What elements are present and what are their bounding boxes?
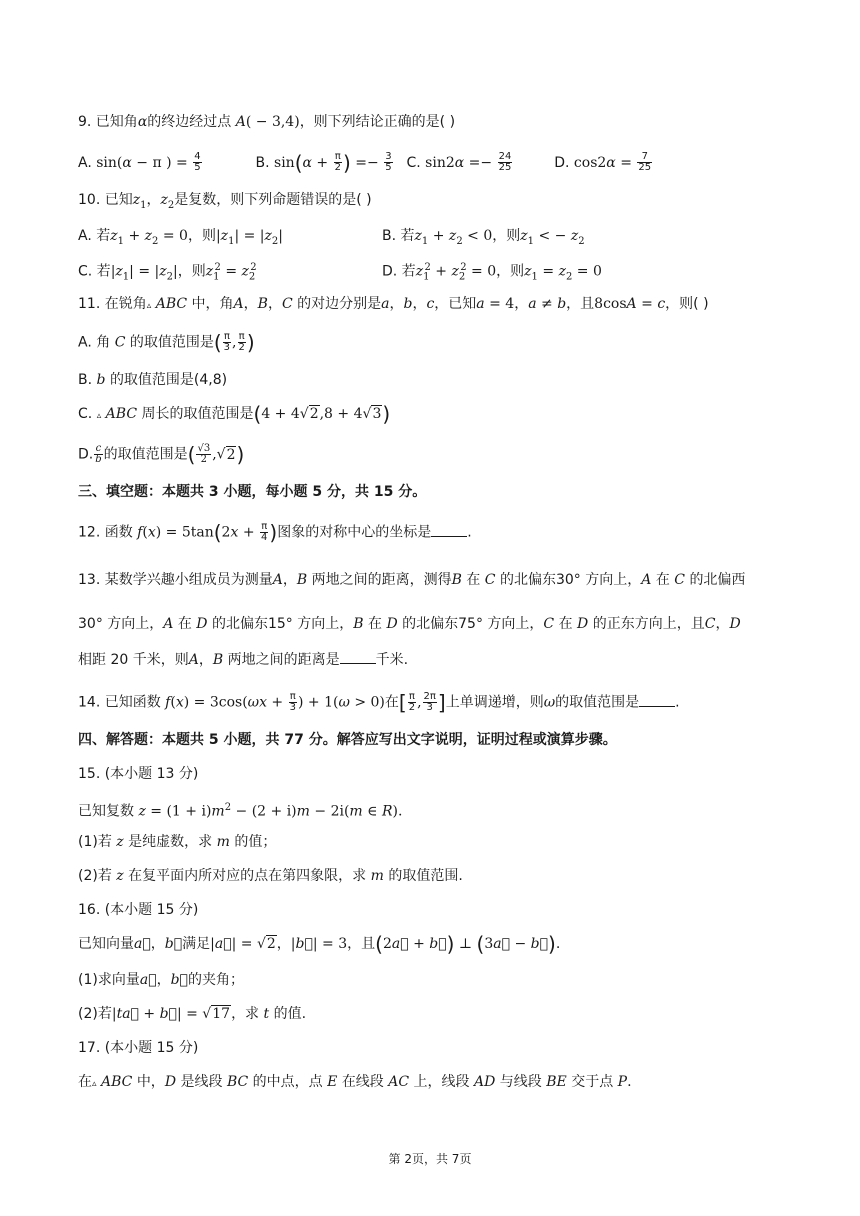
q9-option-b: B. sin(α + $\frac{\pi}{2}$ ) =− $\frac{3}{5}$ [255, 150, 392, 175]
section-4-heading: 四、解答题：本题共 5 小题，共 77 分。解答应写出文字说明，证明过程或演算步骤。 [78, 732, 617, 748]
q9-stem: 9. 已知角α的终边经过点 A( − 3,4)，则下列结论正确的是( ) [78, 114, 456, 130]
q16-stem: 已知向量a⃗，b⃗满足|a⃗| = √2，|b⃗| = 3，且(2a⃗ + b⃗) ⊥ (3a⃗ − b⃗). [78, 932, 561, 956]
q15-stem: 已知复数 $z = (1 + i)m^2 - (2 + i)m - 2i(m$ ∈ R). [78, 802, 403, 820]
q9-option-d: D. cos2α = $\frac{7}{25}$ [554, 151, 652, 173]
q11-stem: 11. 在锐角▵ ABC 中，角A，B，C 的对边分别是a，b，c，已知a = 4，a ≠ b，且8cosA = c，则( ) [78, 296, 709, 312]
q9-options [78, 152, 653, 173]
q10-option-b: B. 若$z_1 + z_2 < 0$，则$z_1$ < − $z_2$ [382, 228, 585, 247]
q11-option-a: A. 角 C 的取值范围是( $\frac{\pi}{3}$ , $\frac{\pi}{2}$ ) [78, 330, 255, 355]
q10-option-c: C. 若$|z_1| = |z_2|$，则$z_1^2 = z_2^2$ [78, 262, 257, 283]
q11-option-b: B. b 的取值范围是(4,8) [78, 372, 228, 388]
q14-answer-blank [639, 693, 675, 707]
q13-line-1: 13. 某数学兴趣小组成员为测量A，B 两地之间的距离，测得B 在 C 的北偏东30° 方向上，A 在 C 的北偏西 [78, 572, 746, 588]
q10-option-d: D. 若$z_1^2 + z_2^2 = 0$，则$z_1 = z_2 = 0$ [382, 262, 602, 283]
page-footer: 第 2页，共 7页 [388, 1152, 472, 1166]
q16-part-1: (1)求向量a⃗，b⃗的夹角； [78, 972, 244, 988]
q13-answer-blank [340, 650, 376, 664]
q10-stem: 10. 已知$z_1$，$z_2$是复数，则下列命题错误的是( ) [78, 192, 372, 211]
q11-option-d: D. $\frac{c}{b}$ 的取值范围是( $\frac{√3}{2}$ ,√2) [78, 442, 245, 467]
q17-heading: 17. (本小题 15 分) [78, 1040, 199, 1056]
q11-option-c: C. ▵ ABC 周长的取值范围是(4 + 4√2,8 + 4√3) [78, 402, 391, 426]
q13-line-3: 相距 20 千米，则A，B 两地之间的距离是 千米. [78, 652, 409, 668]
q17-stem: 在▵ ABC 中，D 是线段 BC 的中点，点 E 在线段 AC 上，线段 AD 与线段 BE 交于点 P. [78, 1074, 632, 1090]
q14: 14. 已知函数 f(x) = 3cos(ωx + $\frac{\pi}{3}$ ) + 1(ω > 0)在[ $\frac{\pi}{2}$ , $\frac{2\pi}{3}$ ]上单调递增，则ω的取值范围是 . [78, 690, 680, 715]
q12-answer-blank [431, 523, 467, 537]
q10-option-a: A. 若$z_1 + z_2 = 0$，则$|z_1| = |z_2|$ [78, 228, 283, 247]
q15-part-1: (1)若 z 是纯虚数，求 m 的值； [78, 834, 277, 850]
q9-option-c: C. sin2α =− $\frac{24}{25}$ [406, 151, 512, 173]
section-3-heading: 三、填空题：本题共 3 小题，每小题 5 分，共 15 分。 [78, 484, 427, 500]
q16-heading: 16. (本小题 15 分) [78, 902, 199, 918]
q9-option-a: A. sin(α − π ) = $\frac{4}{5}$ [78, 151, 201, 173]
q15-part-2: (2)若 z 在复平面内所对应的点在第四象限，求 m 的取值范围. [78, 868, 463, 884]
q15-heading: 15. (本小题 13 分) [78, 766, 199, 782]
q13-line-2: 30° 方向上，A 在 D 的北偏东15° 方向上，B 在 D 的北偏东75° 方向上，C 在 D 的正东方向上，且C，D [78, 616, 741, 632]
q16-part-2: (2)若|ta⃗ + b⃗| = √17，求 t 的值. [78, 1006, 307, 1022]
q12: 12. 函数 f(x) = 5tan(2x + $\frac{\pi}{4}$ )图象的对称中心的坐标是 . [78, 520, 472, 545]
